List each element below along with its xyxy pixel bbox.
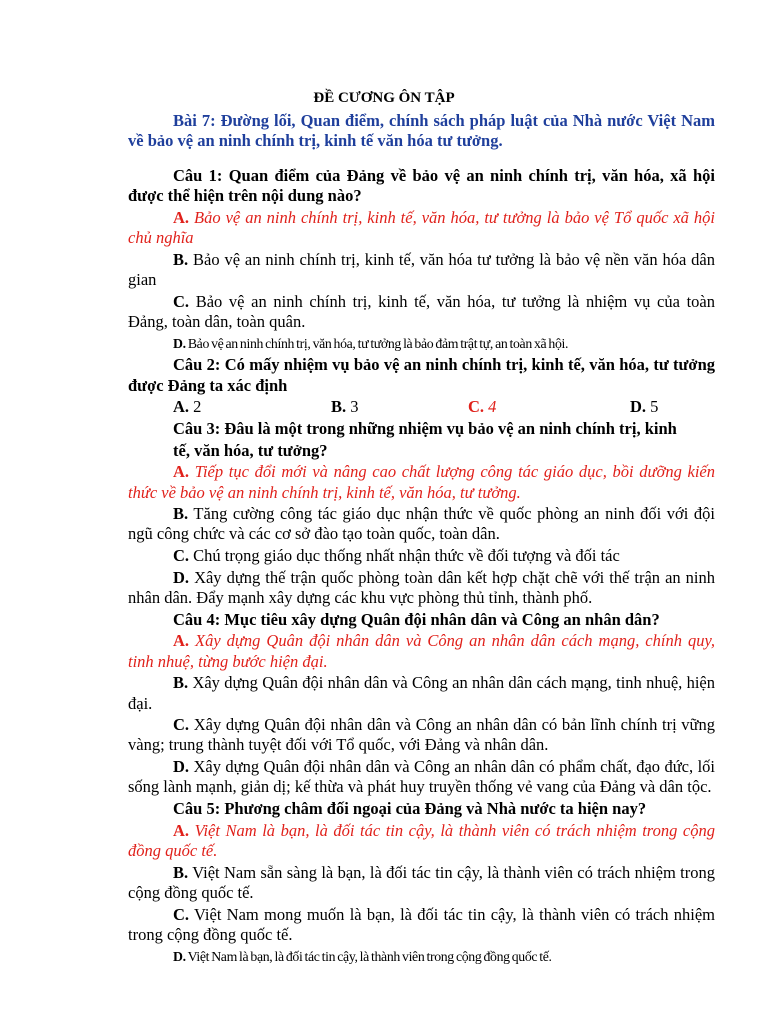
option-letter: A. — [173, 462, 190, 482]
option-text: Việt Nam là bạn, là đối tác tin cậy, là thành viên có trách nhiệm trong cộng đồng quốc tế. — [128, 820, 715, 860]
option-text: Chú trọng giáo dục thống nhất nhận thức về đối tượng và đối tác — [189, 546, 620, 566]
q2-option-c-correct — [468, 397, 630, 417]
document-title: ĐỀ CƯƠNG ÔN TẬP — [313, 90, 455, 106]
q1-option-c — [128, 292, 715, 332]
option-letter: A. — [173, 397, 190, 417]
q5-option-a-correct — [128, 821, 715, 861]
q4-option-a-correct — [128, 631, 715, 671]
question-3-continued: tế, văn hóa, tư tưởng? — [173, 440, 328, 460]
q3-option-d — [128, 568, 715, 608]
option-letter: C. — [173, 291, 190, 311]
option-text: 3 — [346, 397, 359, 417]
option-text: 2 — [189, 397, 202, 417]
option-letter: A. — [173, 820, 190, 840]
option-letter: A. — [173, 631, 190, 651]
q4-option-c — [128, 715, 715, 755]
option-letter: C. — [173, 904, 190, 924]
option-letter: B. — [331, 397, 347, 417]
option-letter: C. — [468, 397, 485, 417]
option-text: Xây dựng Quân đội nhân dân và Công an nhân dân cách mạng, chính quy, tinh nhuệ, từng bước hiện đại. — [128, 631, 715, 671]
option-text: 4 — [484, 397, 497, 417]
q2-option-b — [331, 397, 468, 417]
question-2: Câu 2: Có mấy nhiệm vụ bảo vệ an ninh chính trị, kinh tế, văn hóa, tư tưởng được Đảng ta xác định — [128, 355, 715, 395]
option-text: Việt Nam sẵn sàng là bạn, là đối tác tin cậy, là thành viên có trách nhiệm trong cộng đồng quốc tế. — [128, 862, 715, 902]
option-letter: C. — [173, 715, 190, 735]
option-text: Bảo vệ an ninh chính trị, kinh tế, văn hóa, tư tưởng là nhiệm vụ của toàn Đảng, toàn dân, toàn quân. — [128, 291, 715, 331]
option-letter: D. — [173, 757, 190, 777]
q4-option-d — [128, 757, 715, 797]
option-letter: C. — [173, 546, 190, 566]
q5-option-d — [128, 947, 715, 967]
option-text: Tăng cường công tác giáo dục nhận thức về quốc phòng an ninh đối với đội ngũ công chức và các cơ sở đào tạo toàn quốc, toàn dân. — [128, 504, 715, 544]
q3-option-b — [128, 504, 715, 544]
q2-option-d — [630, 397, 658, 417]
q3-option-a-correct — [128, 462, 715, 502]
option-letter: D. — [630, 397, 647, 417]
question-3: Câu 3: Đâu là một trong những nhiệm vụ bảo vệ an ninh chính trị, kinh — [173, 418, 677, 438]
q2-option-a — [173, 397, 331, 417]
question-4: Câu 4: Mục tiêu xây dựng Quân đội nhân dân và Công an nhân dân? — [173, 609, 660, 629]
q1-option-d — [128, 334, 715, 354]
q3-option-c — [128, 546, 715, 566]
option-letter: B. — [173, 504, 189, 524]
option-letter: D. — [173, 335, 186, 351]
option-letter: D. — [173, 948, 186, 964]
q4-option-b — [128, 673, 715, 713]
option-letter: A. — [173, 207, 190, 227]
q1-option-b — [128, 250, 715, 290]
option-text: Bảo vệ an ninh chính trị, kinh tế, văn hóa tư tưởng là bảo vệ nền văn hóa dân gian — [128, 249, 715, 290]
option-letter: B. — [173, 673, 189, 693]
q5-option-c — [128, 905, 715, 945]
option-letter: B. — [173, 249, 189, 269]
q1-option-a-correct — [128, 208, 715, 248]
option-text: Tiếp tục đổi mới và nâng cao chất lượng công tác giáo dục, bồi dưỡng kiến thức về bảo vệ an ninh chính trị, kinh tế, văn hóa, tư tưởng. — [128, 462, 715, 502]
option-text: Xây dựng thế trận quốc phòng toàn dân kết hợp chặt chẽ với thế trận an ninh nhân dân. Đẩy mạnh xây dựng các khu vực phòng thủ tỉnh, thành phố. — [128, 567, 715, 608]
question-1: Câu 1: Quan điểm của Đảng về bảo vệ an ninh chính trị, văn hóa, xã hội được thể hiện trên nội dung nào? — [128, 166, 715, 206]
option-text: Bảo vệ an ninh chính trị, văn hóa, tư tưởng là bảo đảm trật tự, an toàn xã hội. — [185, 335, 569, 351]
option-text: 5 — [646, 397, 659, 417]
option-letter: D. — [173, 567, 190, 587]
option-text: Việt Nam là bạn, là đối tác tin cậy, là thành viên trong cộng đồng quốc tế. — [185, 948, 552, 964]
option-text: Việt Nam mong muốn là bạn, là đối tác tin cậy, là thành viên có trách nhiệm trong cộng đồng quốc tế. — [128, 904, 715, 944]
option-text: Xây dựng Quân đội nhân dân và Công an nhân dân có phẩm chất, đạo đức, lối sống lành mạnh, giản dị; kế thừa và phát huy truyền thống vẻ vang của Đảng và dân tộc. — [128, 757, 715, 797]
question-list — [128, 166, 715, 968]
option-letter: B. — [173, 862, 189, 882]
q5-option-b — [128, 863, 715, 903]
question-5: Câu 5: Phương châm đối ngoại của Đảng và Nhà nước ta hiện nay? — [173, 799, 647, 819]
option-text: Xây dựng Quân đội nhân dân và Công an nhân dân có bản lĩnh chính trị vững vàng; trung thành tuyệt đối với Tổ quốc, với Đảng và nhân dân. — [128, 715, 715, 755]
lesson-heading: Bài 7: Đường lối, Quan điểm, chính sách pháp luật của Nhà nước Việt Nam về bảo vệ an ninh chính trị, kinh tế văn hóa tư tưởng. — [128, 111, 715, 150]
option-text: Xây dựng Quân đội nhân dân và Công an nhân dân cách mạng, tinh nhuệ, hiện đại. — [128, 673, 715, 713]
option-text: Bảo vệ an ninh chính trị, kinh tế, văn hóa, tư tưởng là bảo vệ Tổ quốc xã hội chủ nghĩa — [128, 207, 715, 248]
q2-options-row — [128, 397, 715, 417]
